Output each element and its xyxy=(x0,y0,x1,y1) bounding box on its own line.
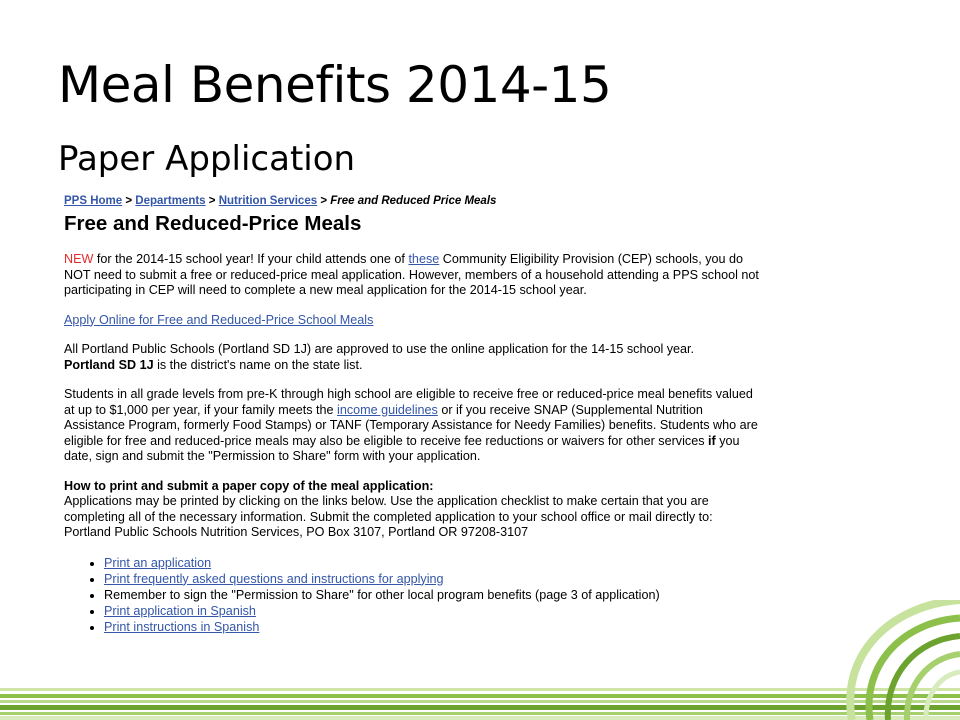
print-spanish-instructions-link[interactable]: Print instructions in Spanish xyxy=(104,619,260,634)
breadcrumb xyxy=(64,194,760,208)
breadcrumb-current: Free and Reduced Price Meals xyxy=(330,195,497,207)
print-faq-link[interactable]: Print frequently asked questions and instructions for applying xyxy=(104,571,444,586)
howto-paragraph xyxy=(64,479,760,541)
print-spanish-application-link[interactable]: Print application in Spanish xyxy=(104,603,256,618)
if-bold: if xyxy=(708,433,716,448)
permission-reminder-text: Remember to sign the "Permission to Share" for other local program benefits (page 3 of application) xyxy=(104,587,660,602)
breadcrumb-departments-link[interactable]: Departments xyxy=(135,195,206,207)
these-schools-link[interactable]: these xyxy=(408,252,440,266)
approved-paragraph xyxy=(64,342,760,373)
howto-text: Applications may be printed by clicking on the links below. Use the application checklist to make certain that you are completing all of the necessary information. Submit the completed application to your school office or mail directly to: Portland Public Schools Nutrition Services, PO Box 3107, Portland OR 97208-3107 xyxy=(64,494,713,539)
intro-text-b: Community Eligibility Provision (CEP) schools, you do NOT need to submit a free or reduced-price meal application. However, members of a household attending a PPS school not participating in CEP will need to complete a new meal application for the 2014-15 school year. xyxy=(64,252,759,297)
list-item xyxy=(104,555,760,571)
apply-online-paragraph xyxy=(64,313,760,329)
intro-paragraph xyxy=(64,252,760,299)
list-item xyxy=(104,619,760,635)
slide-title: Meal Benefits 2014-15 xyxy=(58,56,612,114)
eligibility-paragraph xyxy=(64,387,760,465)
apply-online-link[interactable]: Apply Online for Free and Reduced-Price School Meals xyxy=(64,312,374,327)
new-label: NEW xyxy=(64,252,94,266)
approved-text-b: is the district's name on the state list. xyxy=(153,357,363,372)
list-item xyxy=(104,603,760,619)
breadcrumb-separator: > xyxy=(122,195,136,207)
income-guidelines-link[interactable]: income guidelines xyxy=(337,402,438,417)
breadcrumb-separator: > xyxy=(205,195,219,207)
eligibility-text-b: or if you receive SNAP (Supplemental Nutrition Assistance Program, formerly Food Stamps) or TANF (Temporary Assistance for Needy Families) benefits. Students who are eligible for free and reduced-price meals may also be eligible to receive fee reductions or waivers for other services xyxy=(64,402,758,448)
print-application-link[interactable]: Print an application xyxy=(104,555,212,570)
list-item xyxy=(104,587,760,603)
breadcrumb-home-link[interactable]: PPS Home xyxy=(64,195,123,207)
district-name-bold: Portland SD 1J xyxy=(64,357,154,372)
webpage-screenshot xyxy=(56,190,768,654)
eligibility-text-c: you date, sign and submit the "Permission to Share" form with your application. xyxy=(64,433,740,463)
breadcrumb-nutrition-link[interactable]: Nutrition Services xyxy=(218,195,318,207)
print-links-list xyxy=(64,555,760,635)
eligibility-text-a: Students in all grade levels from pre-K through high school are eligible to receive free or reduced-price meal benefits valued at up to $1,000 per year, if your family meets the xyxy=(64,387,753,417)
page-heading: Free and Reduced-Price Meals xyxy=(64,212,362,235)
intro-text-a: for the 2014-15 school year! If your child attends one of xyxy=(93,252,409,266)
list-item xyxy=(104,571,760,587)
approved-text-a: All Portland Public Schools (Portland SD 1J) are approved to use the online application for the 14-15 school year. xyxy=(64,342,695,356)
howto-heading: How to print and submit a paper copy of the meal application: xyxy=(64,478,434,493)
breadcrumb-separator: > xyxy=(317,195,331,207)
green-stripes-decoration xyxy=(0,684,960,720)
green-swirl-decoration xyxy=(830,600,960,720)
slide-subtitle: Paper Application xyxy=(58,139,356,179)
